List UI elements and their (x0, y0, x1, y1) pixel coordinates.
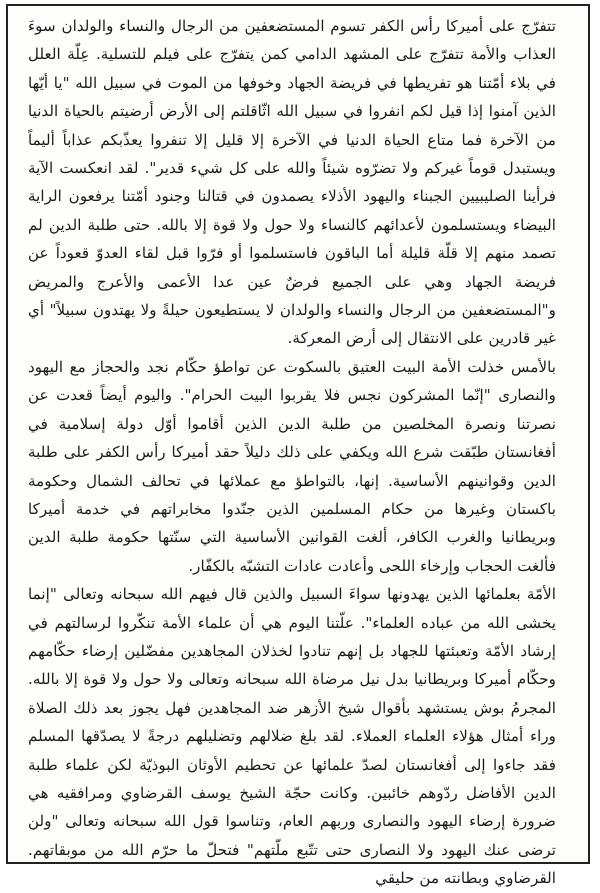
paragraph-3: الأمّة بعلمائها الذين يهدونها سواءَ السبيل والذين قال فيهم الله سبحانه وتعالى "إنما يخشى الله من عباده العلماء". علّتنا اليوم هي أن علماء الأمة تنكّروا لرسالتهم في إرشاد الأمّة وتعبئتها للجهاد بل إنهم تنادوا لخذلان المجاهدين مفضّلين إرضاء حكّامهم وحكّام أميركا وبريطانيا بدل نيل مرضاة الله سبحانه وتعالى ولا حول ولا قوة إلا بالله. المجرمُ بوش يستشهد بأقوال شيخ الأزهر ضد المجاهدين فهل يجوز بعد ذلك الصلاة وراء أمثال هؤلاء العلماء العملاء. لقد بلغ ضلالهم وتضليلهم درجةً لا يصدّقها المسلم فقد جاءوا إلى أفغانستان لصدّ علمائها عن تحطيم الأوثان البوذيّة لكن علماء طلبة الدين الأفاضل ردّوهم خائبين. وكانت حجّة الشيخ يوسف القرضاوي ومرافقيه هي ضرورة إرضاء اليهود والنصارى وربهم العام، وتناسوا قول الله سبحانه وتعالى "ولن ترضى عنك اليهود ولا النصارى حتى تتّبع ملّتهم" فتحلّ ما حرّم الله من موبقاتهم. القرضاوي وبطانته من حليقي (28, 585, 556, 888)
page-text-body (8, 6, 588, 893)
paragraph-2: بالأمس خذلت الأمة البيت العتيق بالسكوت عن تواطؤ حكّام نجد والحجاز مع اليهود والنصارى "إنّما المشركون نجس فلا يقربوا البيت الحرام". واليوم أيضاً قعدت عن نصرتنا ونصرة المخلصين من طلبة الدين الذين أقاموا أوّل دولة إسلامية في أفغانستان طبّقت شرع الله ويكفي على ذلك دليلاً حقد أميركا رأس الكفر على طلبة الدين وقوانينهم الأساسية. إنها، بالتواطؤ مع عملائها في تحالف الشمال وحكومة باكستان وغيرها من حكام المسلمين الذين جنّدوا مخابراتهم في خدمة أميركا وبريطانيا والغرب الكافر، ألغت القوانين الأساسية التي سنّتها حكومة طلبة الدين فألغت الحجاب وإرخاء اللحى وأعادت عادات التشبّه بالكفّار. (28, 357, 556, 575)
scanned-page (6, 4, 590, 888)
paragraph-1: تتفرّج على أميركا رأس الكفر تسوم المستضعفين من الرجال والنساء والولدان سوءَ العذاب والأمة تتفرّج على المشهد الدامي كمن يتفرّج على فيلم للتسلية. عِلّة العلل في بلاء أمّتنا هو تفريطها في فريضة الجهاد وخوفها من الموت في سبيل الله "يا أيّها الذين آمنوا إذا قيل لكم انفروا في سبيل الله اثّاقلتم إلى الأرض أرضيتم بالحياة الدنيا من الآخرة فما متاع الحياة الدنيا في الآخرة إلا قليل إلا تنفروا يعذّبكم عذاباً أليماً ويستبدل قوماً غيركم ولا تضرّوه شيئاً والله على كل شيء قدير". لقد انعكست الآية فرأينا الصليبيين الجبناء واليهود الأذلاء يصمدون في قتالنا وجنود أمّتنا يرفعون الراية البيضاء ويستسلمون لأعدائهم كالنساء ولا حول ولا قوة إلا بالله. حتى طلبة الدين لم تصمد منهم إلا قلّة قليلة أما الباقون فاستسلموا أو فرّوا قبل لقاء العدوّ قعوداً عن فريضة الجهاد وهي على الجميع فرضٌ عين عدا الأعمى والأعرج والمريض و"المستضعفين من الرجال والنساء والولدان لا يستطيعون حيلةً ولا يهتدون سبيلاً" أي غير قادرين على الانتقال إلى أرض المعركة. (28, 17, 556, 348)
